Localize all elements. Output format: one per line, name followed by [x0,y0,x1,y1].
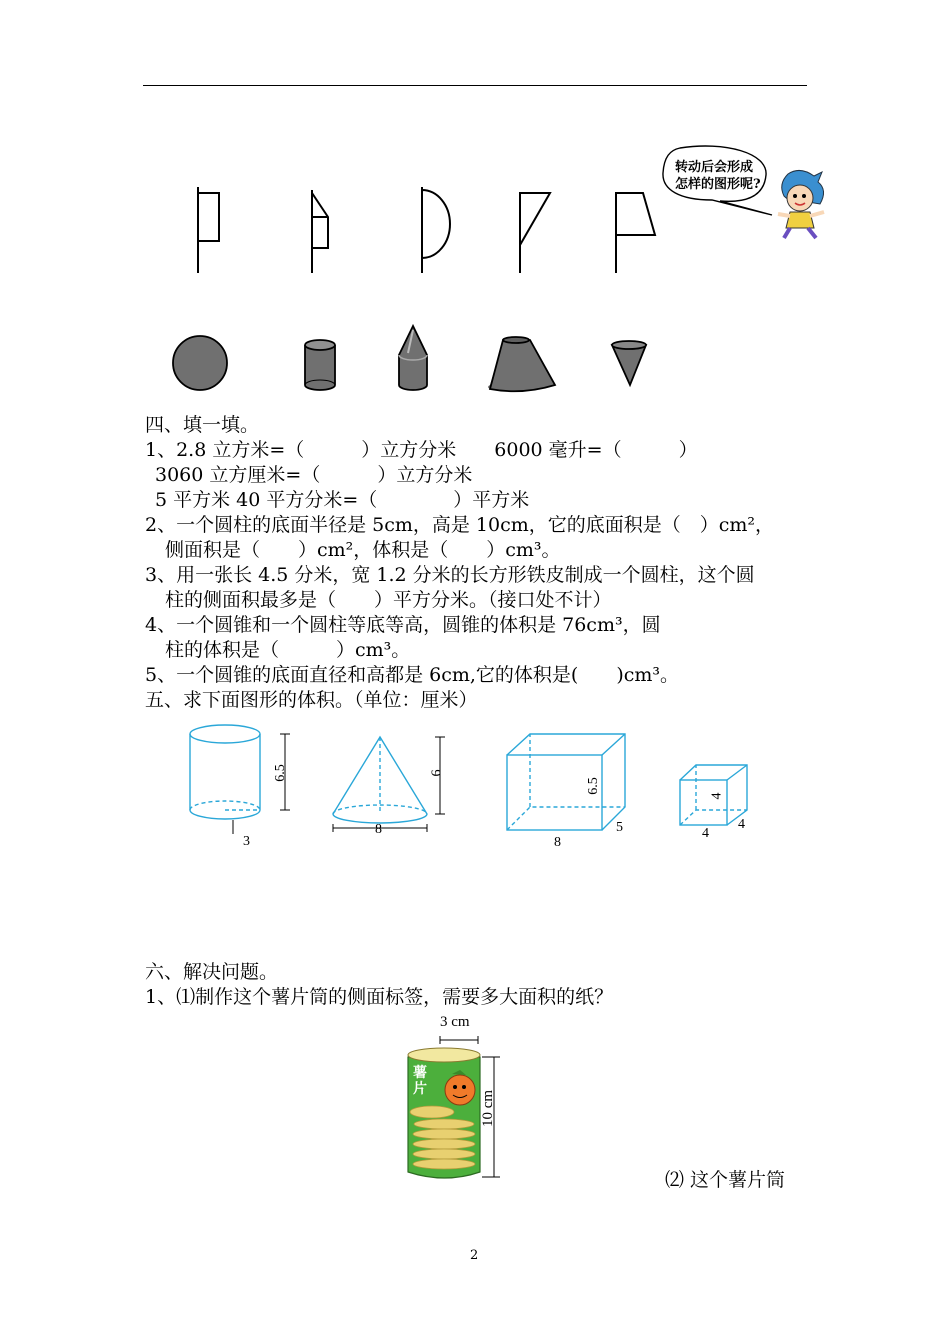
bubble-line2: 怎样的图形呢? [675,177,761,192]
rotation-flags [180,185,680,280]
cube-side-label: 4 [738,817,745,832]
solid-cylinder [305,340,335,390]
can-brand-text: 薯片 [413,1065,427,1097]
volume-figures [185,722,765,852]
q3-line2: 柱的侧面积最多是（ ）平方分米。（接口处不计） [165,589,612,611]
cyl-radius-label: 3 [243,834,250,849]
q4-line1: 4、一个圆锥和一个圆柱等底等高，圆锥的体积是 76cm³，圆 [145,614,661,636]
cube-height-label: 4 [709,792,725,800]
flag-trapezoid-small [312,190,328,273]
solid-shapes [170,325,670,395]
chip-can [400,1012,520,1187]
figure-cone [333,737,427,823]
section5-heading: 五、求下面图形的体积。（单位：厘米） [145,689,478,711]
q1-line1: 1、2.8 立方米=（ ）立方分米 6000 毫升=（ ） [145,439,698,461]
figure-cylinder [190,725,260,819]
q1-line3: 5 平方米 40 平方分米=（ ）平方米 [155,489,530,511]
can-radius-label: 3 cm [440,1014,470,1030]
cuboid-width-label: 5 [616,820,623,835]
header-rule [143,85,807,86]
page-number: 2 [470,1248,479,1263]
cartoon-kid-icon [770,168,830,240]
section4-heading: 四、填一填。 [145,414,260,436]
solid-cone [612,341,646,385]
bubble-line1: 转动后会形成 [675,160,754,175]
flag-rectangle [198,187,219,273]
q4-line2: 柱的体积是（ ）cm³。 [165,639,411,661]
cone-height-label: 6 [429,769,445,777]
solid-cone-cylinder [399,326,427,390]
solid-sphere [173,336,227,390]
q3-line1: 3、用一张长 4.5 分米，宽 1.2 分米的长方形铁皮制成一个圆柱，这个圆 [145,564,755,586]
section6-q2-partial: ⑵ 这个薯片筒 [665,1169,786,1191]
cube-bottom-label: 4 [702,826,709,841]
cyl-height-label: 6.5 [272,764,288,782]
cone-diameter-label: 8 [375,822,382,837]
flag-trapezoid [616,193,655,273]
solid-frustum [488,337,555,391]
q5: 5、一个圆锥的底面直径和高都是 6cm,它的体积是( )cm³。 [145,664,680,686]
figure-cuboid [507,734,625,830]
q2-line2: 侧面积是（ ）cm²，体积是（ ）cm³。 [165,539,561,561]
flag-triangle [520,193,550,273]
flag-semicircle [422,187,450,273]
cuboid-height-label: 6.5 [585,777,601,795]
cuboid-length-label: 8 [554,835,561,850]
section6-q1: 1、⑴制作这个薯片筒的侧面标签，需要多大面积的纸？ [145,986,614,1008]
can-height-label: 10 cm [480,1089,497,1128]
q1-line2: 3060 立方厘米=（ ）立方分米 [155,464,473,486]
section6-heading: 六、解决问题。 [145,961,279,983]
q2-line1: 2、一个圆柱的底面半径是 5cm，高是 10cm，它的底面积是（ ）cm²， [145,514,775,536]
